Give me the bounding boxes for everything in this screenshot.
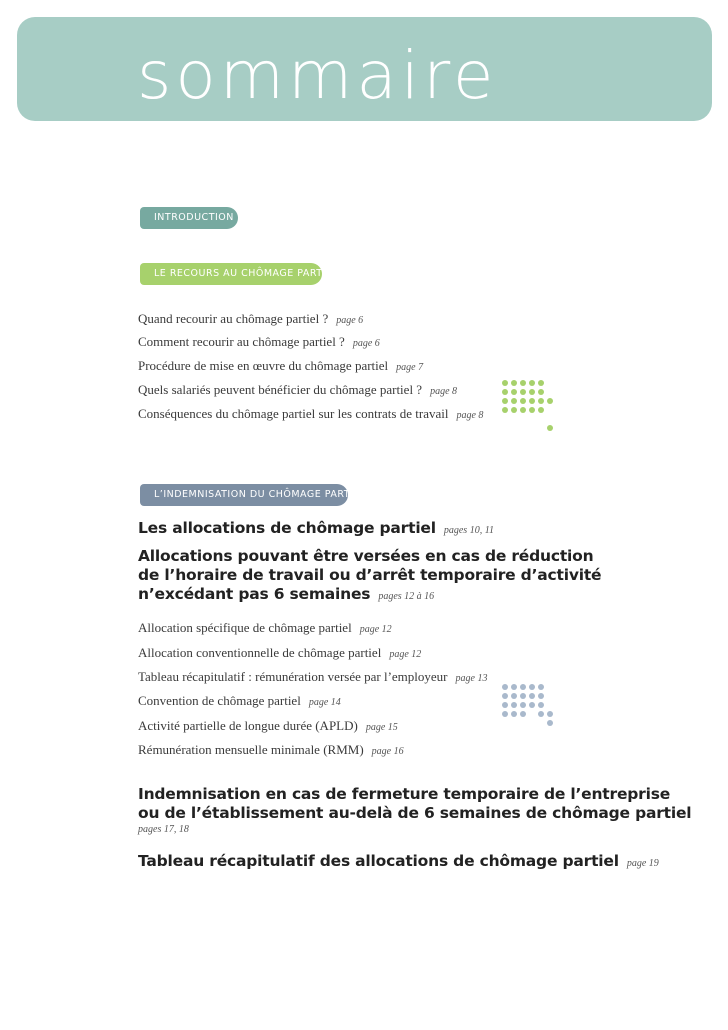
page-ref: page 6 (336, 315, 364, 326)
decorative-dot (529, 702, 535, 708)
page-ref: pages 17, 18 (138, 824, 189, 835)
decorative-dot (547, 398, 553, 404)
decorative-dot (538, 702, 544, 708)
decorative-dot (511, 380, 517, 386)
page-ref: page 19 (626, 858, 659, 869)
toc-item[interactable]: Quand recourir au chômage partiel ? page 6 (138, 311, 364, 326)
toc-heading-line[interactable]: Indemnisation en cas de fermeture temporaire de l’entreprise (138, 785, 671, 803)
decorative-dot (502, 693, 508, 699)
decorative-dot (538, 693, 544, 699)
page-ref: page 12 (359, 624, 392, 635)
page-ref: page 7 (396, 362, 424, 373)
decorative-dot (511, 684, 517, 690)
decorative-dot (520, 693, 526, 699)
decorative-dot (538, 380, 544, 386)
page-ref: page 16 (371, 746, 404, 757)
decorative-dot (529, 407, 535, 413)
toc-heading[interactable]: Tableau récapitulatif des allocations de chômage partiel page 19 (138, 852, 659, 870)
page-ref: page 12 (389, 649, 422, 660)
decorative-dot (529, 693, 535, 699)
toc-heading[interactable]: Les allocations de chômage partiel pages 10, 11 (138, 519, 494, 537)
decorative-dot (520, 407, 526, 413)
decorative-dot (520, 702, 526, 708)
toc-item[interactable]: Activité partielle de longue durée (APLD) page 15 (138, 718, 398, 733)
decorative-dot (502, 684, 508, 690)
decorative-dot (511, 711, 517, 717)
toc-item[interactable]: Rémunération mensuelle minimale (RMM) page 16 (138, 742, 404, 757)
toc-item[interactable]: Quels salariés peuvent bénéficier du chômage partiel ? page 8 (138, 382, 458, 397)
toc-item[interactable]: Conséquences du chômage partiel sur les contrats de travail page 8 (138, 406, 484, 421)
decorative-dot (538, 398, 544, 404)
decorative-dot (547, 711, 553, 717)
decorative-dot (511, 702, 517, 708)
toc-heading-line[interactable]: de l’horaire de travail ou d’arrêt temporaire d’activité (138, 566, 602, 584)
decorative-dot (529, 398, 535, 404)
page-ref: page 6 (352, 338, 380, 349)
decorative-dot (511, 398, 517, 404)
toc-item[interactable]: Tableau récapitulatif : rémunération versée par l’employeur page 13 (138, 669, 488, 684)
section-tag-recours[interactable]: LE RECOURS AU CHÔMAGE PARTIEL (140, 263, 322, 285)
decorative-dot (547, 425, 553, 431)
page-ref: page 8 (456, 410, 484, 421)
decorative-dot (538, 407, 544, 413)
section-tag-indemnisation[interactable]: L’INDEMNISATION DU CHÔMAGE PARTIEL (140, 484, 348, 506)
toc-item[interactable]: Allocation spécifique de chômage partiel page 12 (138, 620, 392, 635)
page-ref: pages 12 à 16 (378, 591, 435, 602)
decorative-dot (511, 389, 517, 395)
decorative-dot (502, 711, 508, 717)
toc-heading-line[interactable]: Allocations pouvant être versées en cas de réduction (138, 547, 594, 565)
decorative-dot (511, 693, 517, 699)
toc-heading-line[interactable]: n’excédant pas 6 semaines pages 12 à 16 (138, 585, 435, 603)
decorative-dot (502, 380, 508, 386)
decorative-dot (538, 389, 544, 395)
decorative-dot (520, 398, 526, 404)
decorative-dot (520, 684, 526, 690)
decorative-dot (520, 711, 526, 717)
page-ref: page 15 (365, 722, 398, 733)
decorative-dot (520, 389, 526, 395)
decorative-dot (529, 380, 535, 386)
toc-item[interactable]: Convention de chômage partiel page 14 (138, 693, 341, 708)
toc-heading-line[interactable]: ou de l’établissement au-delà de 6 semaines de chômage partiel (138, 804, 692, 822)
decorative-dot (520, 380, 526, 386)
decorative-dot (502, 702, 508, 708)
decorative-dot (502, 398, 508, 404)
toc-item[interactable]: Allocation conventionnelle de chômage partiel page 12 (138, 645, 422, 660)
decorative-dot (502, 389, 508, 395)
decorative-dot (511, 407, 517, 413)
section-tag-introduction[interactable]: INTRODUCTION (140, 207, 238, 229)
page-ref: pages 10, 11 (443, 525, 494, 536)
toc-item[interactable]: Procédure de mise en œuvre du chômage partiel page 7 (138, 358, 424, 373)
page-ref: page 13 (455, 673, 488, 684)
decorative-dot (538, 684, 544, 690)
page-ref: page 14 (308, 697, 341, 708)
page-ref: page 8 (430, 386, 458, 397)
header-banner (17, 17, 712, 121)
decorative-dot (538, 711, 544, 717)
decorative-dot (547, 720, 553, 726)
decorative-dot (529, 684, 535, 690)
toc-item[interactable]: Comment recourir au chômage partiel ? page 6 (138, 334, 380, 349)
page-title: sommaire (137, 37, 498, 114)
decorative-dot (502, 407, 508, 413)
decorative-dot (529, 389, 535, 395)
